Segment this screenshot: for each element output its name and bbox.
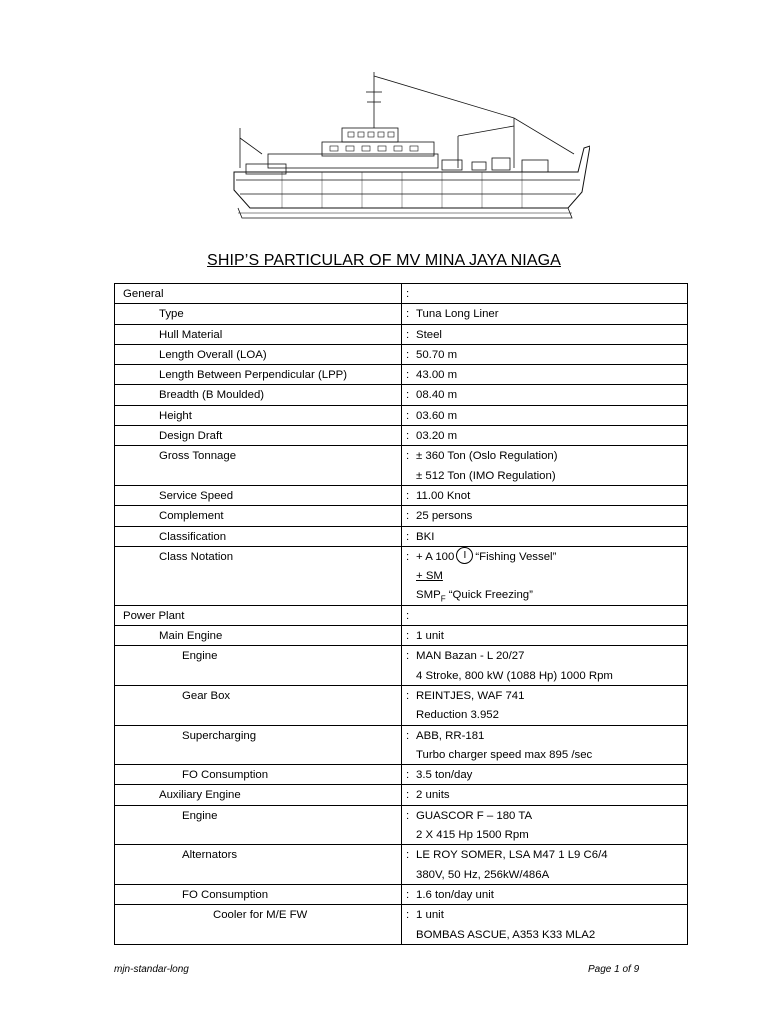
- row-value: 50.70 m: [416, 348, 458, 361]
- row-value: 1.6 ton/day unit: [416, 888, 494, 901]
- colon: :: [406, 430, 410, 443]
- colon: :: [406, 489, 410, 502]
- row-label: Class Notation: [159, 550, 234, 563]
- document-title: SHIP’S PARTICULAR OF MV MINA JAYA NIAGA: [207, 252, 561, 269]
- row-label: Auxiliary Engine: [159, 789, 241, 802]
- table-row: [115, 324, 688, 344]
- row-value-cell: [402, 884, 688, 904]
- row-label-cell: [115, 485, 402, 505]
- row-value: BOMBAS ASCUE, A353 K33 MLA2: [416, 928, 596, 941]
- row-value-cell: [402, 785, 688, 805]
- row-label: Complement: [159, 510, 224, 523]
- row-label: Power Plant: [123, 609, 185, 622]
- row-value: 2 X 415 Hp 1500 Rpm: [416, 829, 529, 842]
- row-label: Main Engine: [159, 630, 223, 643]
- table-row: [115, 805, 688, 845]
- colon: :: [406, 729, 410, 742]
- row-value-cell: [402, 845, 688, 885]
- row-label: Classification: [159, 530, 227, 543]
- row-label-cell: [115, 785, 402, 805]
- row-value-cell: [402, 324, 688, 344]
- row-value-cell: [402, 446, 688, 486]
- notation-prefix: + A 100: [416, 550, 455, 563]
- colon: :: [406, 550, 410, 563]
- row-value-cell: [402, 426, 688, 446]
- table-row: [115, 485, 688, 505]
- table-row: [115, 426, 688, 446]
- row-label: Engine: [182, 650, 218, 663]
- colon: :: [406, 510, 410, 523]
- row-label-cell: [115, 685, 402, 725]
- colon: :: [406, 809, 410, 822]
- row-value-cell: [402, 365, 688, 385]
- row-value: GUASCOR F – 180 TA: [416, 809, 533, 822]
- row-value: ABB, RR-181: [416, 729, 485, 742]
- row-label-cell: [115, 765, 402, 785]
- table-row: [115, 365, 688, 385]
- row-label: Type: [159, 308, 184, 321]
- row-value: REINTJES, WAF 741: [416, 689, 525, 702]
- row-value: 4 Stroke, 800 kW (1088 Hp) 1000 Rpm: [416, 669, 613, 682]
- colon: :: [406, 450, 410, 463]
- table-row: [115, 785, 688, 805]
- row-label-cell: [115, 905, 402, 945]
- colon: :: [406, 288, 410, 300]
- table-row: [115, 884, 688, 904]
- ship-profile-drawing: [222, 68, 590, 228]
- row-label-cell: [115, 446, 402, 486]
- row-label: Design Draft: [159, 430, 223, 443]
- circled-notation-mark: I: [456, 547, 473, 564]
- table-row: [115, 905, 688, 945]
- row-label: FO Consumption: [182, 888, 269, 901]
- row-value-cell: [402, 385, 688, 405]
- notation-sm: + SM: [416, 570, 443, 583]
- colon: :: [406, 530, 410, 543]
- table-row: [115, 845, 688, 885]
- row-value: LE ROY SOMER, LSA M47 1 L9 C6/4: [416, 849, 608, 862]
- row-label: General: [123, 288, 164, 300]
- row-value: ± 512 Ton (IMO Regulation): [416, 469, 556, 482]
- row-value-cell: [402, 344, 688, 364]
- row-value: 03.20 m: [416, 430, 458, 443]
- row-value: Turbo charger speed max 895 /sec: [416, 748, 593, 761]
- row-value-cell: [402, 626, 688, 646]
- colon: :: [406, 888, 410, 901]
- colon: :: [406, 409, 410, 422]
- row-value: 03.60 m: [416, 409, 458, 422]
- colon: :: [406, 689, 410, 702]
- row-value: Tuna Long Liner: [416, 308, 499, 321]
- row-value-cell: [402, 546, 688, 605]
- row-label-cell: [115, 725, 402, 765]
- notation-smp: SMP: [416, 589, 441, 602]
- row-label: Height: [159, 409, 192, 422]
- row-value: 11.00 Knot: [416, 489, 471, 502]
- table-row: [115, 385, 688, 405]
- table-row: [115, 646, 688, 686]
- colon: :: [406, 650, 410, 663]
- colon: :: [406, 369, 410, 382]
- table-row: [115, 506, 688, 526]
- row-label-cell: [115, 365, 402, 385]
- table-row: [115, 446, 688, 486]
- row-value-cell: [402, 805, 688, 845]
- colon: :: [406, 909, 410, 922]
- colon: :: [406, 630, 410, 643]
- row-value-cell: [402, 905, 688, 945]
- row-label-cell: [115, 805, 402, 845]
- row-label: Cooler for M/E FW: [213, 909, 308, 922]
- row-value: Steel: [416, 328, 442, 341]
- row-label-cell: [115, 284, 402, 304]
- row-label: Breadth (B Moulded): [159, 389, 265, 402]
- colon: :: [406, 348, 410, 361]
- row-value: 380V, 50 Hz, 256kW/486A: [416, 868, 550, 881]
- colon: :: [406, 769, 410, 782]
- row-value: MAN Bazan - L 20/27: [416, 650, 525, 663]
- row-label: Alternators: [182, 849, 238, 862]
- table-row: [115, 284, 688, 304]
- row-value-cell: [402, 526, 688, 546]
- row-label: Supercharging: [182, 729, 257, 742]
- row-label: Gear Box: [182, 689, 231, 702]
- row-label-cell: [115, 344, 402, 364]
- row-value-cell: [402, 405, 688, 425]
- row-label-cell: [115, 304, 402, 324]
- row-value-cell: [402, 765, 688, 785]
- table-row: [115, 344, 688, 364]
- row-value-cell: [402, 506, 688, 526]
- table-row: [115, 765, 688, 785]
- row-value: ± 360 Ton (Oslo Regulation): [416, 450, 558, 463]
- table-row: [115, 526, 688, 546]
- colon: :: [406, 609, 410, 622]
- row-value-cell: [402, 284, 688, 304]
- footer-page-number: Page 1 of 9: [588, 964, 640, 975]
- row-label-cell: [115, 845, 402, 885]
- row-label-cell: [115, 605, 402, 625]
- row-label: Hull Material: [159, 328, 223, 341]
- row-value-cell: [402, 685, 688, 725]
- row-label: Length Between Perpendicular (LPP): [159, 369, 348, 382]
- row-label-cell: [115, 646, 402, 686]
- colon: :: [406, 849, 410, 862]
- row-value: 25 persons: [416, 510, 473, 523]
- row-label: Gross Tonnage: [159, 450, 237, 463]
- colon: :: [406, 308, 410, 321]
- row-label: Service Speed: [159, 489, 234, 502]
- row-value: 1 unit: [416, 909, 444, 922]
- row-value: 08.40 m: [416, 389, 458, 402]
- notation-smp-subscript: F: [440, 594, 446, 604]
- row-label: Engine: [182, 809, 218, 822]
- row-value-cell: [402, 485, 688, 505]
- row-value: 1 unit: [416, 630, 444, 643]
- row-value-cell: [402, 725, 688, 765]
- row-value: 43.00 m: [416, 369, 458, 382]
- notation-suffix: “Fishing Vessel”: [475, 550, 557, 563]
- row-value: Reduction 3.952: [416, 709, 499, 722]
- row-label: Length Overall (LOA): [159, 348, 267, 361]
- table-row: [115, 405, 688, 425]
- row-label-cell: [115, 426, 402, 446]
- row-value: BKI: [416, 530, 435, 543]
- table-row: [115, 725, 688, 765]
- row-label: FO Consumption: [182, 769, 269, 782]
- row-label-cell: [115, 324, 402, 344]
- table-row: [115, 546, 688, 605]
- row-value-cell: [402, 304, 688, 324]
- table-row: [115, 605, 688, 625]
- row-label-cell: [115, 506, 402, 526]
- row-label-cell: [115, 526, 402, 546]
- row-label-cell: [115, 546, 402, 605]
- colon: :: [406, 389, 410, 402]
- notation-quick-freezing: “Quick Freezing”: [445, 589, 533, 602]
- colon: :: [406, 328, 410, 341]
- row-value: 3.5 ton/day: [416, 769, 473, 782]
- row-label-cell: [115, 385, 402, 405]
- row-value: 2 units: [416, 789, 450, 802]
- row-value-cell: [402, 646, 688, 686]
- table-row: [115, 626, 688, 646]
- row-label-cell: [115, 626, 402, 646]
- row-label-cell: [115, 884, 402, 904]
- row-value-cell: [402, 605, 688, 625]
- row-label-cell: [115, 405, 402, 425]
- colon: :: [406, 789, 410, 802]
- table-row: [115, 685, 688, 725]
- footer-doc-id: mjn-standar-long: [114, 964, 189, 975]
- ship-particulars-table: [114, 283, 688, 945]
- table-row: [115, 304, 688, 324]
